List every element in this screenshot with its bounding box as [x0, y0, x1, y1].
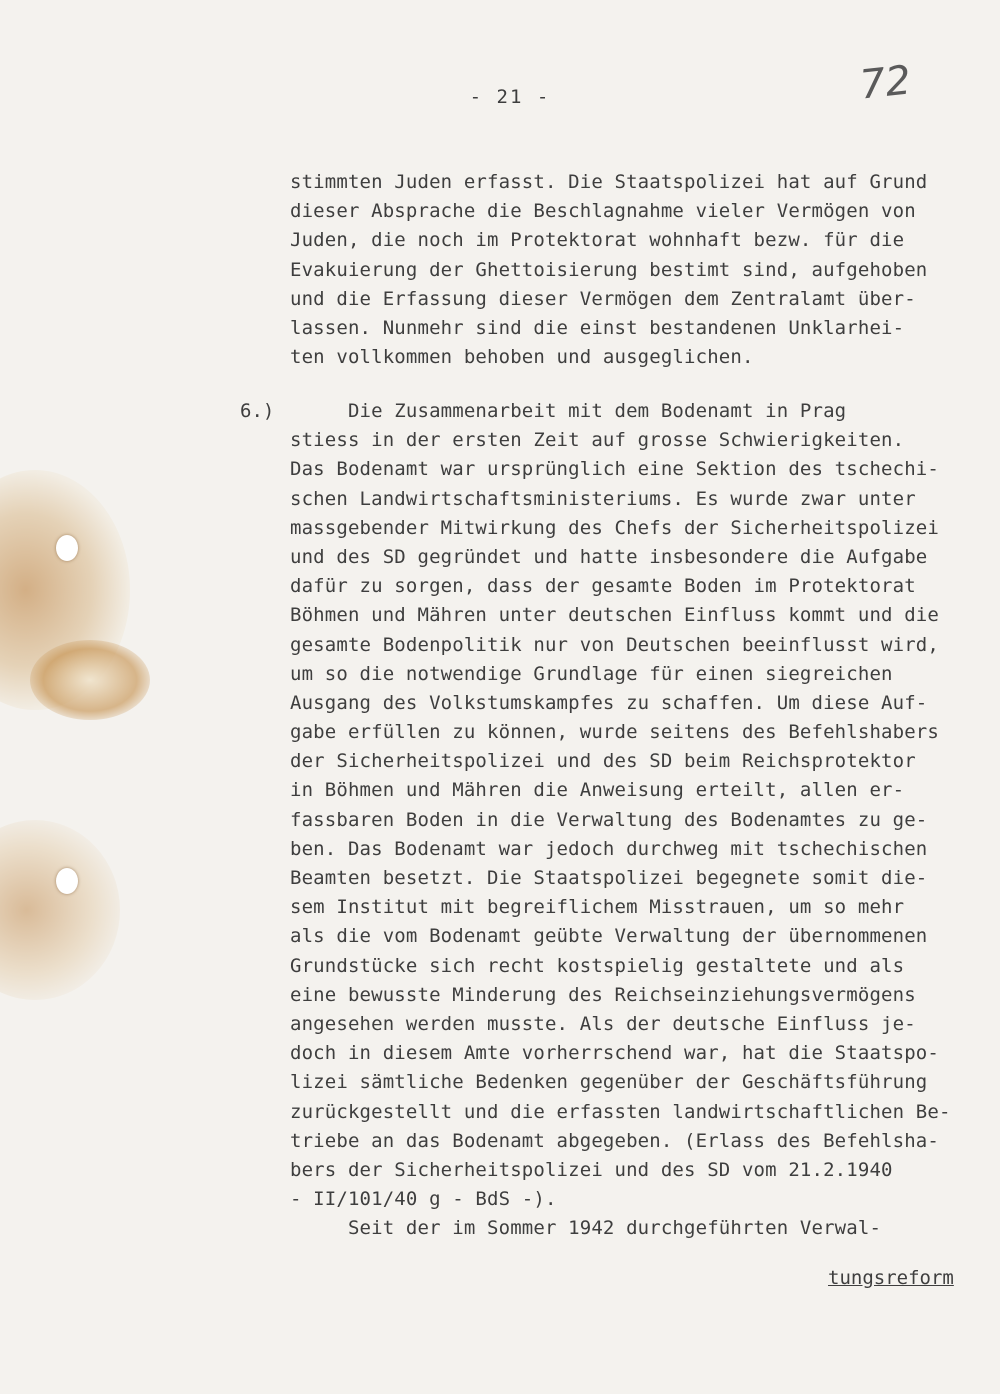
text-line: ben. Das Bodenamt war jedoch durchweg mit tschechischen: [290, 837, 928, 860]
text-line: schen Landwirtschaftsministeriums. Es wurde zwar unter: [290, 487, 916, 510]
section-number: 6.): [240, 400, 275, 422]
section-6-text: [290, 397, 980, 1243]
text-line: Beamten besetzt. Die Staatspolizei begegnete somit die-: [290, 867, 928, 889]
handwritten-archive-number: 72: [857, 57, 914, 109]
text-line: und des SD gegründet und hatte insbesondere die Aufgabe: [290, 545, 928, 568]
text-line: gesamte Bodenpolitik nur von Deutschen beeinflusst wird,: [290, 633, 939, 656]
text-line: massgebender Mitwirkung des Chefs der Sicherheitspolizei: [290, 516, 939, 539]
text-line: triebe an das Bodenamt abgegeben. (Erlass des Befehlsha-: [290, 1129, 939, 1152]
text-line: fassbaren Boden in die Verwaltung des Bodenamtes zu ge-: [290, 808, 928, 831]
punch-hole-lower: [56, 868, 78, 894]
burn-stain-lower: [0, 820, 120, 1000]
text-line: um so die notwendige Grundlage für einen siegreichen: [290, 662, 893, 685]
catch-word: tungsreform: [828, 1267, 954, 1289]
text-line: Seit der im Sommer 1942 durchgeführten Verwal-: [290, 1217, 882, 1240]
text-line: Ausgang des Volkstumskampfes zu schaffen. Um diese Auf-: [290, 691, 928, 714]
text-line: stimmten Juden erfasst. Die Staatspolizei hat auf Grund: [290, 171, 928, 193]
text-line: sem Institut mit begreiflichem Misstrauen, um so mehr: [290, 896, 905, 919]
text-line: ten vollkommen behoben und ausgeglichen.: [290, 346, 754, 369]
text-line: lizei sämtliche Bedenken gegenüber der Geschäftsführung: [290, 1071, 928, 1094]
burn-stain-mid: [30, 640, 150, 720]
paragraph-continuation: [290, 168, 980, 372]
text-line: eine bewusste Minderung des Reichseinziehungsvermögens: [290, 983, 916, 1006]
text-line: angesehen werden musste. Als der deutsche Einfluss je-: [290, 1012, 916, 1035]
text-line: doch in diesem Amte vorherrschend war, hat die Staatspo-: [290, 1042, 939, 1065]
text-line: zurückgestellt und die erfassten landwirtschaftlichen Be-: [290, 1100, 951, 1123]
text-line: Grundstücke sich recht kostspielig gestaltete und als: [290, 954, 905, 977]
text-line: Die Zusammenarbeit mit dem Bodenamt in Prag: [290, 400, 847, 422]
text-line: Böhmen und Mähren unter deutschen Einfluss kommt und die: [290, 604, 939, 627]
text-line: Das Bodenamt war ursprünglich eine Sektion des tschechi-: [290, 458, 939, 481]
text-line: dafür zu sorgen, dass der gesamte Boden im Protektorat: [290, 575, 916, 598]
text-line: Evakuierung der Ghettoisierung bestimt sind, aufgehoben: [290, 258, 928, 281]
text-line: bers der Sicherheitspolizei und des SD vom 21.2.1940: [290, 1158, 893, 1181]
text-line: und die Erfassung dieser Vermögen dem Zentralamt über-: [290, 287, 916, 310]
text-line: stiess in der ersten Zeit auf grosse Schwierigkeiten.: [290, 429, 905, 452]
punch-hole-upper: [56, 535, 78, 561]
text-line: gabe erfüllen zu können, wurde seitens des Befehlshabers: [290, 721, 939, 744]
text-line: in Böhmen und Mähren die Anweisung erteilt, allen er-: [290, 779, 905, 802]
text-line: - II/101/40 g - BdS -).: [290, 1188, 557, 1211]
text-line: Juden, die noch im Protektorat wohnhaft bezw. für die: [290, 229, 905, 252]
text-line: lassen. Nunmehr sind die einst bestandenen Unklarhei-: [290, 316, 905, 339]
text-line: dieser Absprache die Beschlagnahme vieler Vermögen von: [290, 200, 916, 223]
text-line: der Sicherheitspolizei und des SD beim Reichsprotektor: [290, 750, 916, 773]
page-number: - 21 -: [469, 86, 551, 108]
text-line: als die vom Bodenamt geübte Verwaltung der übernommenen: [290, 925, 928, 948]
